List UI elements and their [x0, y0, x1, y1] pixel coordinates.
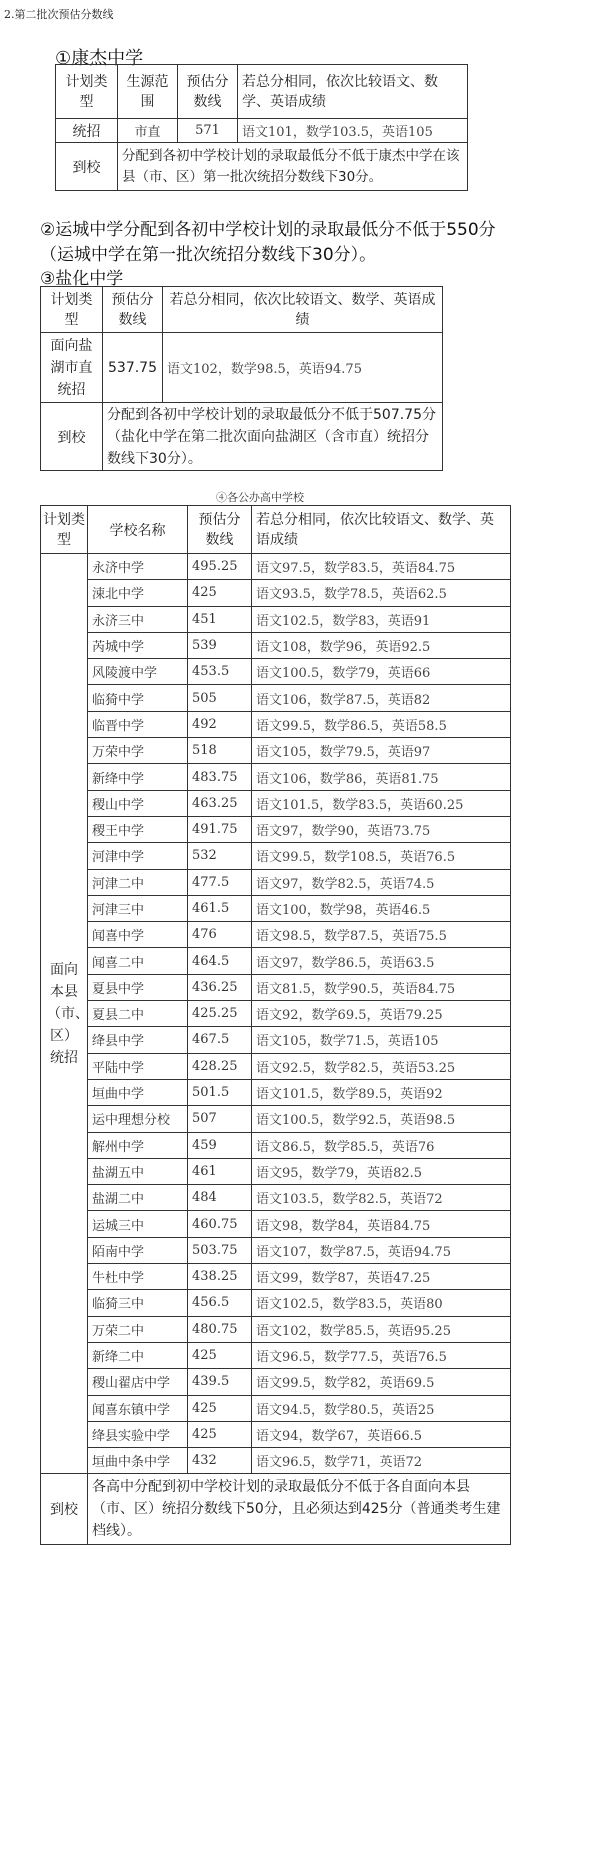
- school-row: [41, 1053, 511, 1079]
- school-row: [41, 1237, 511, 1263]
- school-name: 芮城中学: [88, 632, 188, 658]
- yanhua-row-tiebreak: 语文102，数学98.5，英语94.75: [163, 333, 443, 403]
- school-score: 451: [188, 606, 252, 632]
- school-tiebreak: 语文81.5，数学90.5，英语84.75: [252, 974, 511, 1000]
- kangjie-header-type: 计划类型: [56, 65, 118, 119]
- school-row: [41, 948, 511, 974]
- school-score: 425.25: [188, 1001, 252, 1027]
- school-name: 陌南中学: [88, 1237, 188, 1263]
- school-row: [41, 1211, 511, 1237]
- school-score: 505: [188, 685, 252, 711]
- school-name: 河津二中: [88, 869, 188, 895]
- public-header-name: 学校名称: [88, 506, 188, 554]
- school-row: [41, 632, 511, 658]
- school-tiebreak: 语文102.5，数学83.5，英语80: [252, 1290, 511, 1316]
- school-tiebreak: 语文86.5，数学85.5，英语76: [252, 1132, 511, 1158]
- kangjie-daoxiao-text: 分配到各初中学校计划的录取最低分不低于康杰中学在该县（市、区）第一批次统招分数线下30分。: [118, 143, 468, 191]
- school-name: 临晋中学: [88, 711, 188, 737]
- school-name: 临猗中学: [88, 685, 188, 711]
- yanhua-header-tiebreak: 若总分相同，依次比较语文、数学、英语成绩: [163, 287, 443, 333]
- school-score: 425: [188, 1395, 252, 1421]
- kangjie-table: [55, 64, 468, 191]
- school-row: [41, 1264, 511, 1290]
- school-row: [41, 974, 511, 1000]
- school-row: [41, 1342, 511, 1368]
- school-row: [41, 1421, 511, 1447]
- school-tiebreak: 语文97，数学86.5，英语63.5: [252, 948, 511, 974]
- school-tiebreak: 语文96.5，数学71，英语72: [252, 1448, 511, 1474]
- school-tiebreak: 语文101.5，数学89.5，英语92: [252, 1079, 511, 1105]
- school-score: 539: [188, 632, 252, 658]
- school-tiebreak: 语文106，数学86，英语81.75: [252, 764, 511, 790]
- public-schools-table: [40, 505, 511, 1545]
- school-name: 闻喜东镇中学: [88, 1395, 188, 1421]
- school-row: [41, 738, 511, 764]
- school-name: 绛县实验中学: [88, 1421, 188, 1447]
- kangjie-row-score: 571: [178, 119, 238, 143]
- school-score: 463.25: [188, 790, 252, 816]
- school-name: 新绛二中: [88, 1342, 188, 1368]
- school-name: 万荣二中: [88, 1316, 188, 1342]
- school-name: 河津中学: [88, 843, 188, 869]
- kangjie-daoxiao-label: 到校: [56, 143, 118, 191]
- school-score: 467.5: [188, 1027, 252, 1053]
- public-schools-title: ④各公办高中学校: [216, 491, 304, 504]
- school-score: 480.75: [188, 1316, 252, 1342]
- school-tiebreak: 语文93.5，数学78.5，英语62.5: [252, 580, 511, 606]
- school-tiebreak: 语文102，数学85.5，英语95.25: [252, 1316, 511, 1342]
- kangjie-header-tiebreak: 若总分相同，依次比较语文、数学、英语成绩: [238, 65, 468, 119]
- yanhua-row-score: 537.75: [103, 333, 163, 403]
- school-tiebreak: 语文98.5，数学87.5，英语75.5: [252, 922, 511, 948]
- school-name: 平陆中学: [88, 1053, 188, 1079]
- school-name: 万荣中学: [88, 738, 188, 764]
- school-row: [41, 869, 511, 895]
- school-name: 临猗三中: [88, 1290, 188, 1316]
- school-tiebreak: 语文108，数学96，英语92.5: [252, 632, 511, 658]
- school-score: 501.5: [188, 1079, 252, 1105]
- school-tiebreak: 语文107，数学87.5，英语94.75: [252, 1237, 511, 1263]
- school-row: [41, 659, 511, 685]
- school-score: 425: [188, 580, 252, 606]
- school-name: 稷山翟店中学: [88, 1369, 188, 1395]
- school-score: 460.75: [188, 1211, 252, 1237]
- school-name: 盐湖二中: [88, 1185, 188, 1211]
- school-name: 牛杜中学: [88, 1264, 188, 1290]
- school-score: 503.75: [188, 1237, 252, 1263]
- school-name: 夏县二中: [88, 1001, 188, 1027]
- school-score: 461: [188, 1158, 252, 1184]
- school-name: 绛县中学: [88, 1027, 188, 1053]
- school-tiebreak: 语文97，数学82.5，英语74.5: [252, 869, 511, 895]
- school-row: [41, 1290, 511, 1316]
- school-tiebreak: 语文105，数学79.5，英语97: [252, 738, 511, 764]
- school-tiebreak: 语文92.5，数学82.5，英语53.25: [252, 1053, 511, 1079]
- school-name: 稷王中学: [88, 816, 188, 842]
- school-tiebreak: 语文98，数学84，英语84.75: [252, 1211, 511, 1237]
- school-score: 425: [188, 1421, 252, 1447]
- school-score: 459: [188, 1132, 252, 1158]
- school-row: [41, 1369, 511, 1395]
- school-score: 518: [188, 738, 252, 764]
- yuncheng-line2: （运城中学在第一批次统招分数线下30分）。: [40, 245, 377, 265]
- school-tiebreak: 语文99.5，数学82，英语69.5: [252, 1369, 511, 1395]
- school-score: 507: [188, 1106, 252, 1132]
- school-tiebreak: 语文97，数学90，英语73.75: [252, 816, 511, 842]
- school-name: 风陵渡中学: [88, 659, 188, 685]
- school-score: 464.5: [188, 948, 252, 974]
- public-plan-type: 面向本县（市、区）统招: [41, 554, 88, 1474]
- school-row: [41, 1079, 511, 1105]
- school-row: [41, 895, 511, 921]
- public-daoxiao-text: 各高中分配到初中学校计划的录取最低分不低于各自面向本县（市、区）统招分数线下50分，且必须达到425分（普通类考生建档线）。: [88, 1474, 511, 1545]
- school-name: 稷山中学: [88, 790, 188, 816]
- doc-title: 2.第二批次预估分数线: [4, 8, 114, 21]
- yanhua-table: [40, 286, 443, 471]
- school-row: [41, 1027, 511, 1053]
- school-name: 闻喜二中: [88, 948, 188, 974]
- school-name: 永济三中: [88, 606, 188, 632]
- kangjie-row-type: 统招: [56, 119, 118, 143]
- kangjie-row-scope: 市直: [118, 119, 178, 143]
- school-tiebreak: 语文99.5，数学108.5，英语76.5: [252, 843, 511, 869]
- school-row: [41, 1448, 511, 1474]
- school-score: 491.75: [188, 816, 252, 842]
- school-row: [41, 1185, 511, 1211]
- school-row: [41, 816, 511, 842]
- school-tiebreak: 语文95，数学79，英语82.5: [252, 1158, 511, 1184]
- school-name: 新绛中学: [88, 764, 188, 790]
- school-tiebreak: 语文106，数学87.5，英语82: [252, 685, 511, 711]
- school-score: 428.25: [188, 1053, 252, 1079]
- school-name: 垣曲中学: [88, 1079, 188, 1105]
- school-row: [41, 1316, 511, 1342]
- school-tiebreak: 语文94.5，数学80.5，英语25: [252, 1395, 511, 1421]
- school-score: 477.5: [188, 869, 252, 895]
- school-name: 闻喜中学: [88, 922, 188, 948]
- school-score: 439.5: [188, 1369, 252, 1395]
- yanhua-header-type: 计划类型: [41, 287, 103, 333]
- yanhua-daoxiao-text: 分配到各初中学校计划的录取最低分不低于507.75分（盐化中学在第二批次面向盐湖区（含市直）统招分数线下30分）。: [103, 403, 443, 471]
- school-score: 453.5: [188, 659, 252, 685]
- school-row: [41, 790, 511, 816]
- school-tiebreak: 语文100，数学98，英语46.5: [252, 895, 511, 921]
- kangjie-row-tiebreak: 语文101，数学103.5，英语105: [238, 119, 468, 143]
- school-score: 425: [188, 1342, 252, 1368]
- school-row: [41, 1158, 511, 1184]
- kangjie-header-scope: 生源范围: [118, 65, 178, 119]
- public-header-score: 预估分数线: [188, 506, 252, 554]
- school-score: 476: [188, 922, 252, 948]
- kangjie-title: ①康杰中学: [55, 48, 144, 69]
- school-row: [41, 1106, 511, 1132]
- school-row: [41, 1001, 511, 1027]
- school-tiebreak: 语文102.5，数学83，英语91: [252, 606, 511, 632]
- school-score: 436.25: [188, 974, 252, 1000]
- school-tiebreak: 语文96.5，数学77.5，英语76.5: [252, 1342, 511, 1368]
- school-tiebreak: 语文100.5，数学79，英语66: [252, 659, 511, 685]
- school-score: 483.75: [188, 764, 252, 790]
- school-tiebreak: 语文99.5，数学86.5，英语58.5: [252, 711, 511, 737]
- school-tiebreak: 语文99，数学87，英语47.25: [252, 1264, 511, 1290]
- school-row: [41, 764, 511, 790]
- school-score: 492: [188, 711, 252, 737]
- school-score: 456.5: [188, 1290, 252, 1316]
- school-tiebreak: 语文101.5，数学83.5，英语60.25: [252, 790, 511, 816]
- public-header-tiebreak: 若总分相同，依次比较语文、数学、英语成绩: [252, 506, 511, 554]
- yuncheng-line1: ②运城中学分配到各初中学校计划的录取最低分不低于550分: [40, 220, 496, 240]
- school-tiebreak: 语文105，数学71.5，英语105: [252, 1027, 511, 1053]
- yanhua-daoxiao-label: 到校: [41, 403, 103, 471]
- school-row: [41, 554, 511, 580]
- school-score: 532: [188, 843, 252, 869]
- school-tiebreak: 语文94，数学67，英语66.5: [252, 1421, 511, 1447]
- yanhua-header-score: 预估分数线: [103, 287, 163, 333]
- school-row: [41, 1395, 511, 1421]
- school-score: 495.25: [188, 554, 252, 580]
- school-tiebreak: 语文92，数学69.5，英语79.25: [252, 1001, 511, 1027]
- school-row: [41, 1132, 511, 1158]
- school-row: [41, 922, 511, 948]
- public-daoxiao-label: 到校: [41, 1474, 88, 1545]
- school-name: 垣曲中条中学: [88, 1448, 188, 1474]
- school-name: 运城三中: [88, 1211, 188, 1237]
- school-name: 永济中学: [88, 554, 188, 580]
- school-row: [41, 711, 511, 737]
- school-row: [41, 606, 511, 632]
- school-score: 484: [188, 1185, 252, 1211]
- school-name: 盐湖五中: [88, 1158, 188, 1184]
- public-header-type: 计划类型: [41, 506, 88, 554]
- yanhua-row-type: 面向盐湖市直统招: [41, 333, 103, 403]
- school-row: [41, 843, 511, 869]
- school-name: 河津三中: [88, 895, 188, 921]
- school-score: 438.25: [188, 1264, 252, 1290]
- school-row: [41, 685, 511, 711]
- school-score: 432: [188, 1448, 252, 1474]
- school-name: 解州中学: [88, 1132, 188, 1158]
- school-row: [41, 580, 511, 606]
- yanhua-title: ③盐化中学: [40, 269, 124, 289]
- school-name: 涑北中学: [88, 580, 188, 606]
- school-tiebreak: 语文97.5，数学83.5，英语84.75: [252, 554, 511, 580]
- school-tiebreak: 语文100.5，数学92.5，英语98.5: [252, 1106, 511, 1132]
- kangjie-header-score: 预估分数线: [178, 65, 238, 119]
- school-name: 运中理想分校: [88, 1106, 188, 1132]
- school-name: 夏县中学: [88, 974, 188, 1000]
- school-score: 461.5: [188, 895, 252, 921]
- school-tiebreak: 语文103.5，数学82.5，英语72: [252, 1185, 511, 1211]
